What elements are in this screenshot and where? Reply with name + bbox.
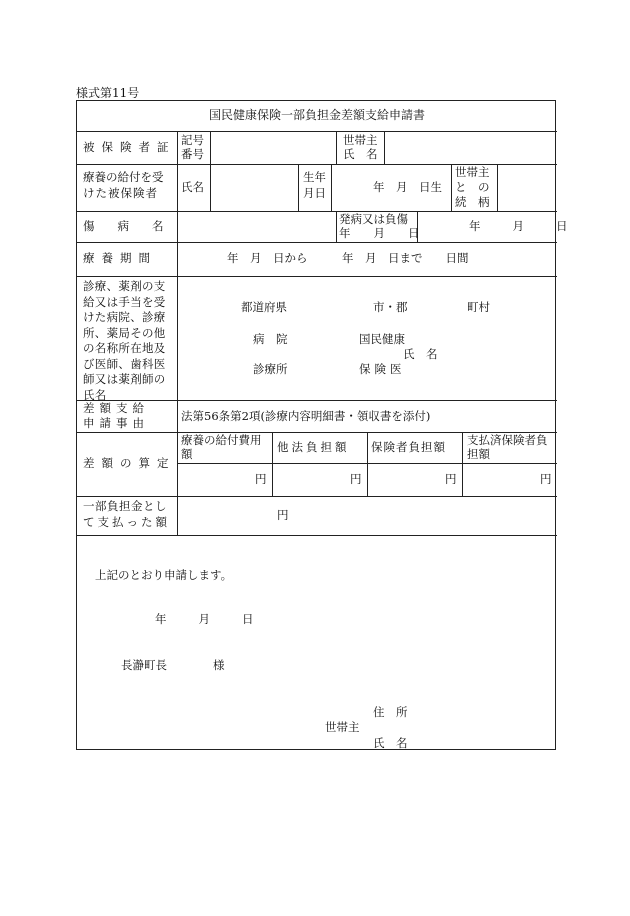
rule (336, 131, 337, 164)
rule (77, 276, 557, 277)
rule (77, 496, 557, 497)
rule (384, 131, 385, 164)
form-title: 国民健康保険一部負担金差額支給申請書 (208, 108, 425, 122)
insured-card-label: 被保険者証 (83, 140, 176, 154)
city-label: 市・郡 (373, 300, 408, 314)
provider-label-line: の名称所在地及 (83, 341, 166, 355)
clinic-label: 診療所 (253, 362, 288, 376)
onset-date-value[interactable]: 年 月 日 (469, 219, 571, 233)
reason-label-2: 申請事由 (83, 416, 149, 430)
calc-col3-yen[interactable]: 円 (445, 472, 457, 486)
calc-col3-label: 保険者負担額 (371, 440, 446, 454)
rule (497, 164, 498, 211)
insurance-doctor-label: 保険医 (359, 362, 406, 376)
injury-label: 傷 病 名 (83, 219, 164, 233)
calc-col1-yen[interactable]: 円 (255, 472, 267, 486)
recipient-name-field[interactable] (213, 167, 295, 208)
doctor-name-label: 氏 名 (403, 347, 438, 361)
reason-value: 法第56条第2項(診療内容明細書・領収書を添付) (181, 409, 431, 423)
rule (77, 211, 557, 212)
insured-card-number-field[interactable] (213, 134, 333, 161)
prefecture-label: 都道府県 (241, 300, 287, 314)
number-label: 番号 (181, 147, 204, 161)
calc-label: 差額の算定 (83, 456, 176, 470)
injury-name-field[interactable] (181, 214, 333, 239)
calc-col2-label: 他法負担額 (277, 440, 350, 454)
applicant-name-label: 氏 名 (373, 736, 408, 750)
calc-col1-label-2: 額 (181, 447, 193, 461)
provider-label-line: 師又は薬剤師の (83, 372, 166, 386)
rule (210, 164, 211, 211)
declaration-date[interactable]: 年 月 日 (155, 612, 257, 626)
rule (336, 211, 337, 242)
calc-col2-yen[interactable]: 円 (350, 472, 362, 486)
paid-label-1: 一部負担金とし (83, 499, 167, 513)
reason-label-1: 差額支給 (83, 401, 149, 415)
declaration-statement: 上記のとおり申請します。 (95, 568, 233, 582)
householder-label: 世帯主 (343, 133, 378, 147)
householder-name-label: 氏 名 (343, 147, 378, 161)
recipient-label-1: 療養の給付を受 (83, 170, 164, 184)
hospital-label: 病 院 (253, 332, 288, 346)
provider-label-line: 給又は手当を受 (83, 294, 166, 309)
rule (298, 164, 299, 211)
rule (331, 164, 332, 211)
rule (367, 432, 368, 496)
paid-label-2: て支払った額 (83, 515, 170, 529)
rule (462, 432, 463, 496)
provider-label-line: けた病院、診療 (83, 310, 166, 324)
national-health-label: 国民健康 (359, 332, 405, 346)
rule (77, 242, 557, 243)
rule (272, 432, 273, 496)
recipient-label-2: けた被保険者 (83, 186, 158, 200)
relation-label-2: と の (455, 180, 490, 194)
applicant-householder-label: 世帯主 (325, 720, 360, 734)
provider-label-line: 診療、薬剤の支 (83, 279, 166, 293)
onset-label-1: 発病又は負傷 (339, 212, 408, 226)
town-label: 町村 (467, 300, 490, 314)
rule (77, 131, 557, 132)
form-number: 様式第11号 (76, 86, 140, 100)
period-value[interactable]: 年 月 日から 年 月 日まで 日間 (227, 251, 469, 265)
recipient-name-label: 氏名 (181, 180, 204, 194)
rule (177, 131, 178, 535)
onset-label-2: 年 月 日 (339, 226, 420, 240)
relation-field[interactable] (500, 167, 553, 208)
provider-label (83, 279, 175, 403)
rule (77, 535, 557, 536)
rule (451, 164, 452, 211)
calc-col4-label-2: 担額 (467, 447, 490, 461)
provider-label-line: 所、薬局その他 (83, 325, 166, 340)
birth-date-value[interactable]: 年 月 日生 (373, 180, 442, 194)
birth-label-1: 生年 (303, 170, 326, 184)
addressee: 長瀞町長 (121, 658, 167, 672)
calc-col4-yen[interactable]: 円 (540, 472, 552, 486)
paid-yen[interactable]: 円 (277, 508, 289, 522)
relation-label-3: 続 柄 (455, 195, 490, 209)
provider-label-line: び医師、歯科医 (83, 356, 166, 371)
rule (210, 131, 211, 164)
calc-col1-label-1: 療養の給付費用 (181, 433, 262, 447)
householder-name-field[interactable] (387, 134, 553, 161)
relation-label-1: 世帯主 (455, 165, 490, 179)
calc-col4-label-1: 支払済保険者負 (467, 433, 548, 447)
application-form (76, 100, 571, 750)
provider-label-line: 氏名 (83, 387, 107, 402)
honorific: 様 (213, 658, 225, 672)
applicant-address-label: 住 所 (373, 705, 408, 719)
symbol-label: 記号 (181, 133, 204, 147)
birth-label-2: 月日 (303, 186, 326, 200)
period-label: 療養期間 (83, 251, 157, 265)
